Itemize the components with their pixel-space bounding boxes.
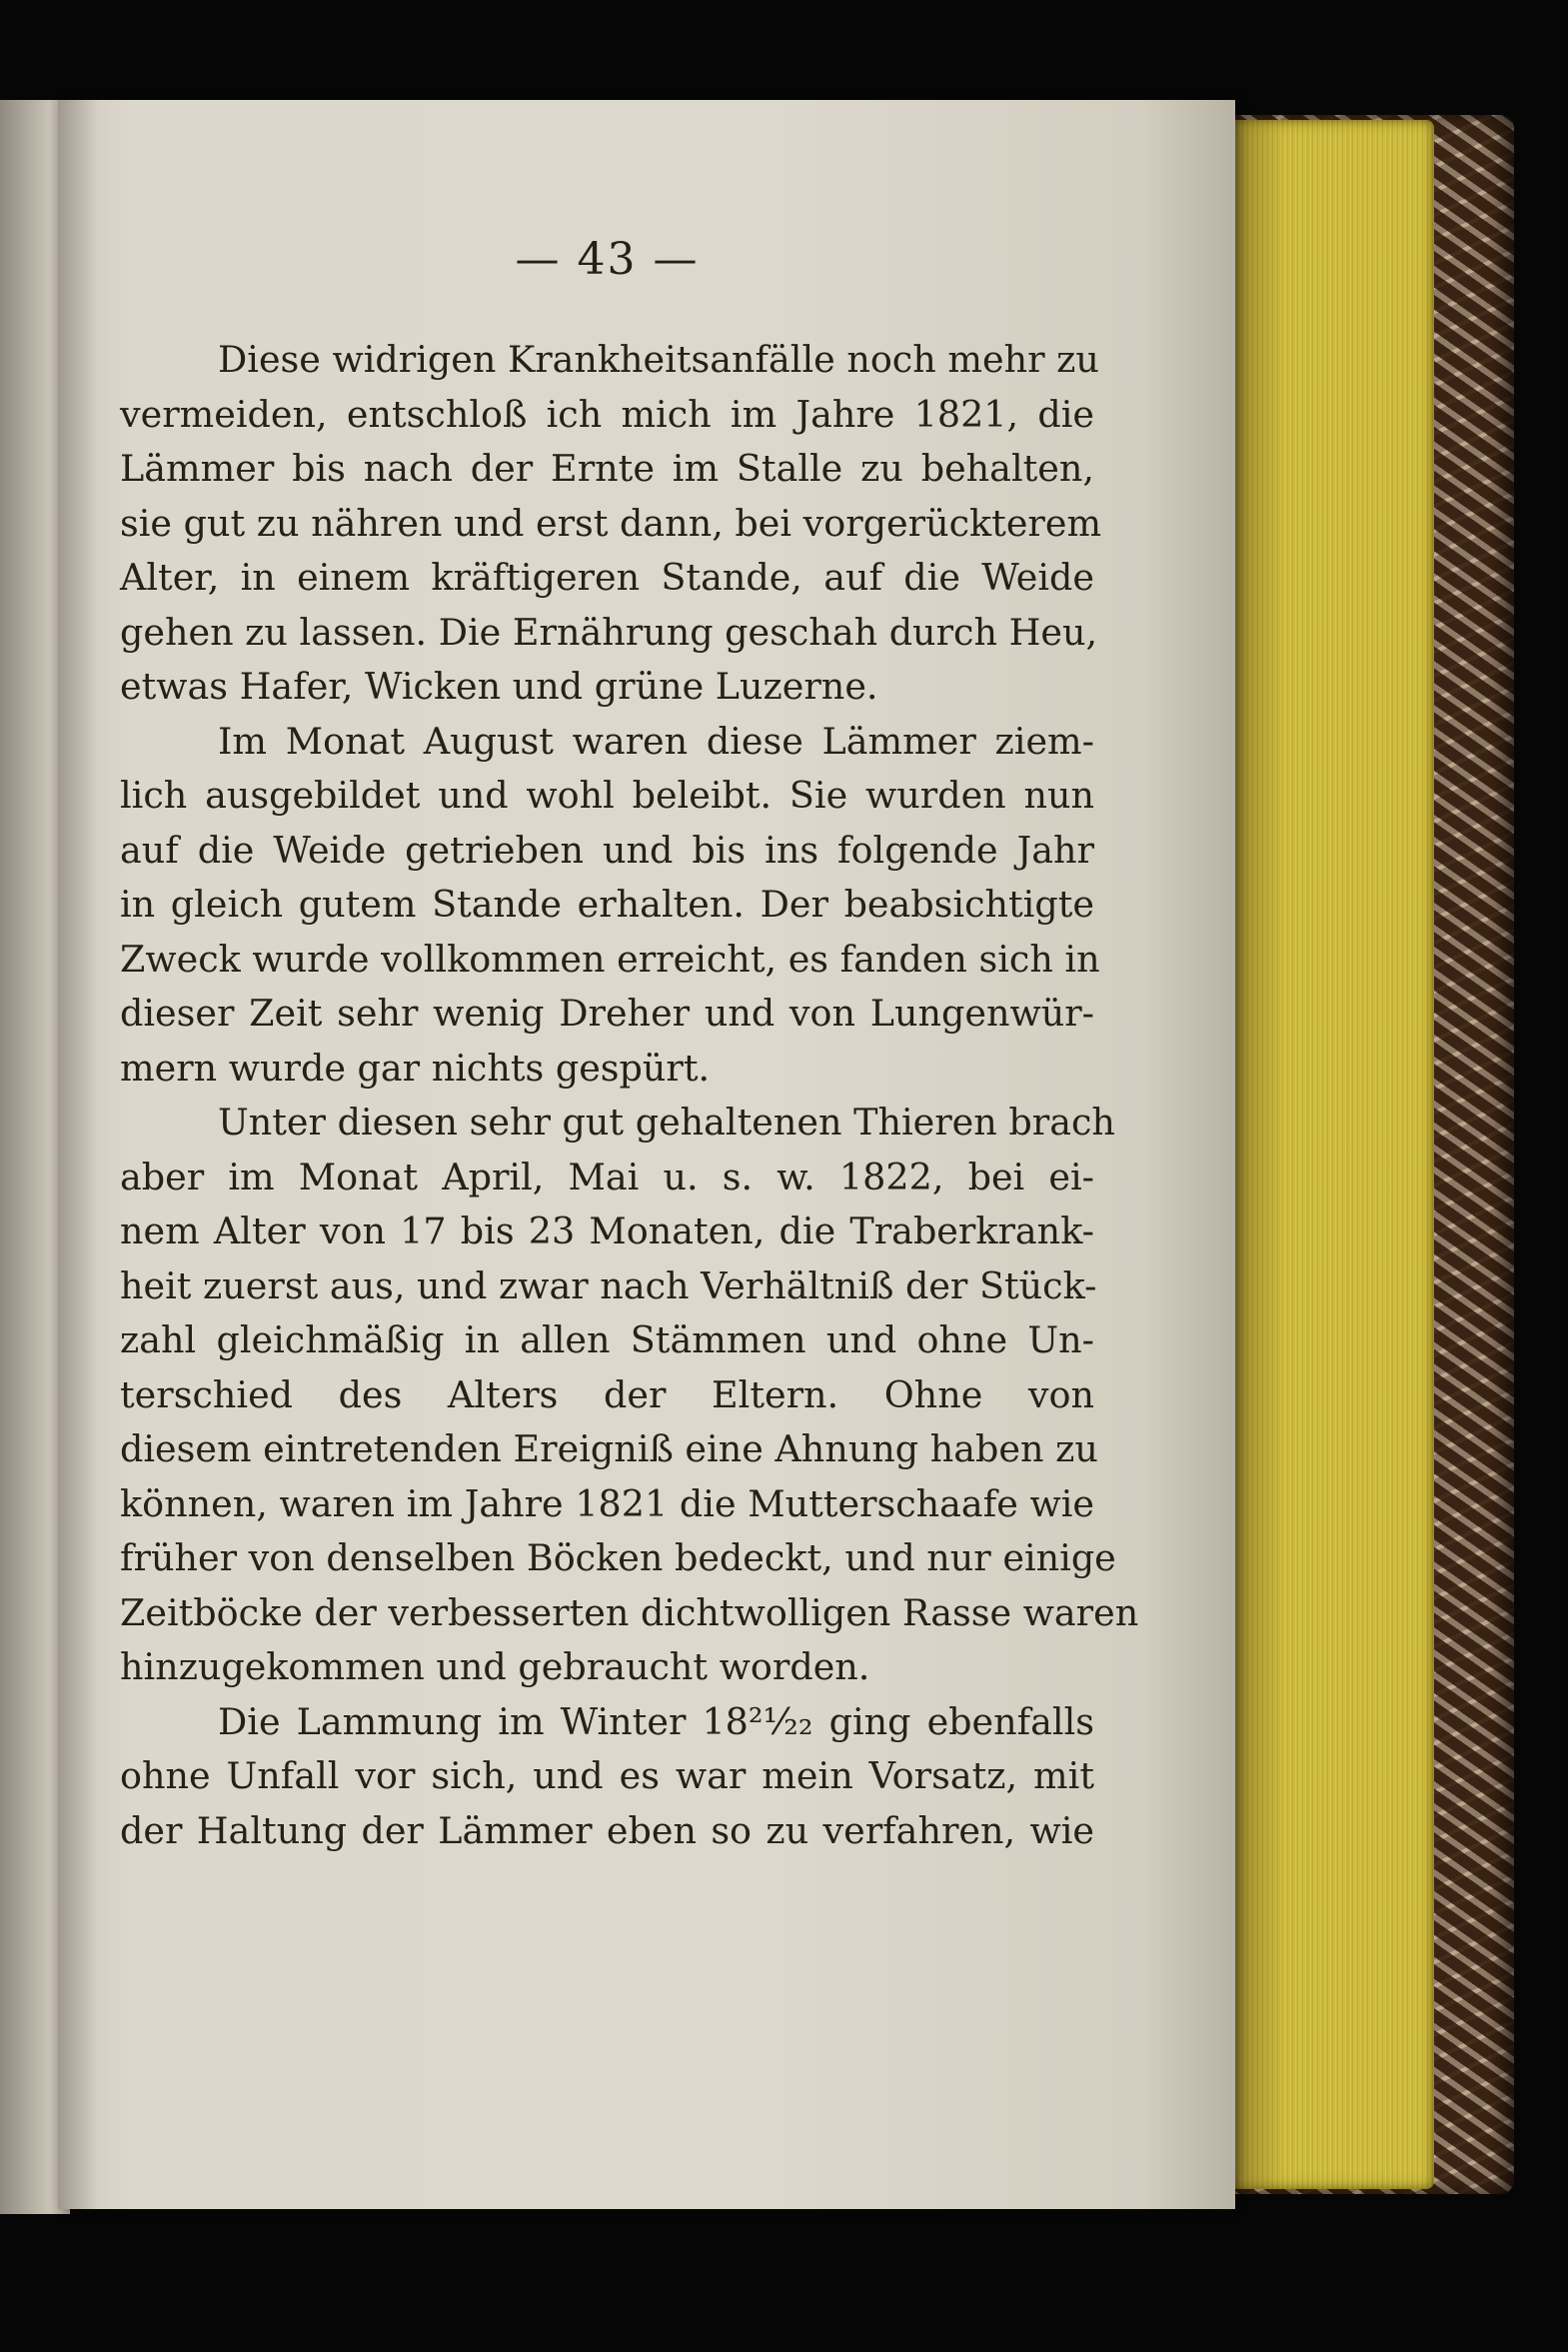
text-line: können, waren im Jahre 1821 die Mutterschaafe wie — [120, 1481, 1094, 1525]
text-line: diesem eintretenden Ereigniß eine Ahnung haben zu — [120, 1427, 1098, 1470]
text-line: mern wurde gar nichts gespürt. — [120, 1046, 711, 1090]
page-number: — 43 — — [515, 234, 700, 285]
text-line: Zeitböcke der verbesserten dichtwolligen Rasse waren — [120, 1590, 1139, 1634]
text-line: etwas Hafer, Wicken und grüne Luzerne. — [120, 665, 878, 708]
text-line: Alter, in einem kräftigeren Stande, auf die Weide — [120, 556, 1094, 599]
text-line: der Haltung der Lämmer eben so zu verfahren, wie — [120, 1808, 1094, 1852]
text-line: zahl gleichmäßig in allen Stämmen und ohne Un- — [120, 1318, 1094, 1361]
body-text — [120, 333, 1139, 1858]
text-line: nem Alter von 17 bis 23 Monaten, die Traberkrank- — [120, 1209, 1094, 1252]
text-line: hinzugekommen und gebraucht worden. — [120, 1645, 870, 1688]
text-line: ohne Unfall vor sich, und es war mein Vorsatz, mit — [120, 1754, 1094, 1797]
text-line: Unter diesen sehr gut gehaltenen Thieren brach — [218, 1101, 1115, 1144]
text-line: lich ausgebildet und wohl beleibt. Sie wurden nun — [120, 774, 1094, 817]
text-line: früher von denselben Böcken bedeckt, und nur einige — [120, 1536, 1116, 1579]
text-line: in gleich gutem Stande erhalten. Der beabsichtigte — [120, 883, 1094, 926]
text-line: Im Monat August waren diese Lämmer ziem- — [218, 719, 1094, 763]
text-line: Lämmer bis nach der Ernte im Stalle zu behalten, — [120, 447, 1094, 490]
text-line: Diese widrigen Krankheitsanfälle noch mehr zu — [218, 338, 1099, 381]
text-line: aber im Monat April, Mai u. s. w. 1822, bei ei- — [120, 1155, 1094, 1198]
text-line: dieser Zeit sehr wenig Dreher und von Lungenwür- — [120, 992, 1094, 1035]
text-line: auf die Weide getrieben und bis ins folgende Jahr — [120, 828, 1094, 872]
text-line: Zweck wurde vollkommen erreicht, es fanden sich in — [120, 937, 1100, 981]
text-line: gehen zu lassen. Die Ernährung geschah durch Heu, — [120, 610, 1098, 654]
page-gutter-shadow — [58, 100, 98, 2209]
text-line: Die Lammung im Winter 18²¹⁄₂₂ ging ebenfalls — [218, 1699, 1094, 1743]
text-line: terschied des Alters der Eltern. Ohne von — [120, 1372, 1094, 1416]
text-line: heit zuerst aus, und zwar nach Verhältniß der Stück- — [120, 1263, 1097, 1307]
text-line: vermeiden, entschloß ich mich im Jahre 1821, die — [120, 392, 1094, 436]
text-line: sie gut zu nähren und erst dann, bei vorgerückterem — [120, 501, 1102, 545]
